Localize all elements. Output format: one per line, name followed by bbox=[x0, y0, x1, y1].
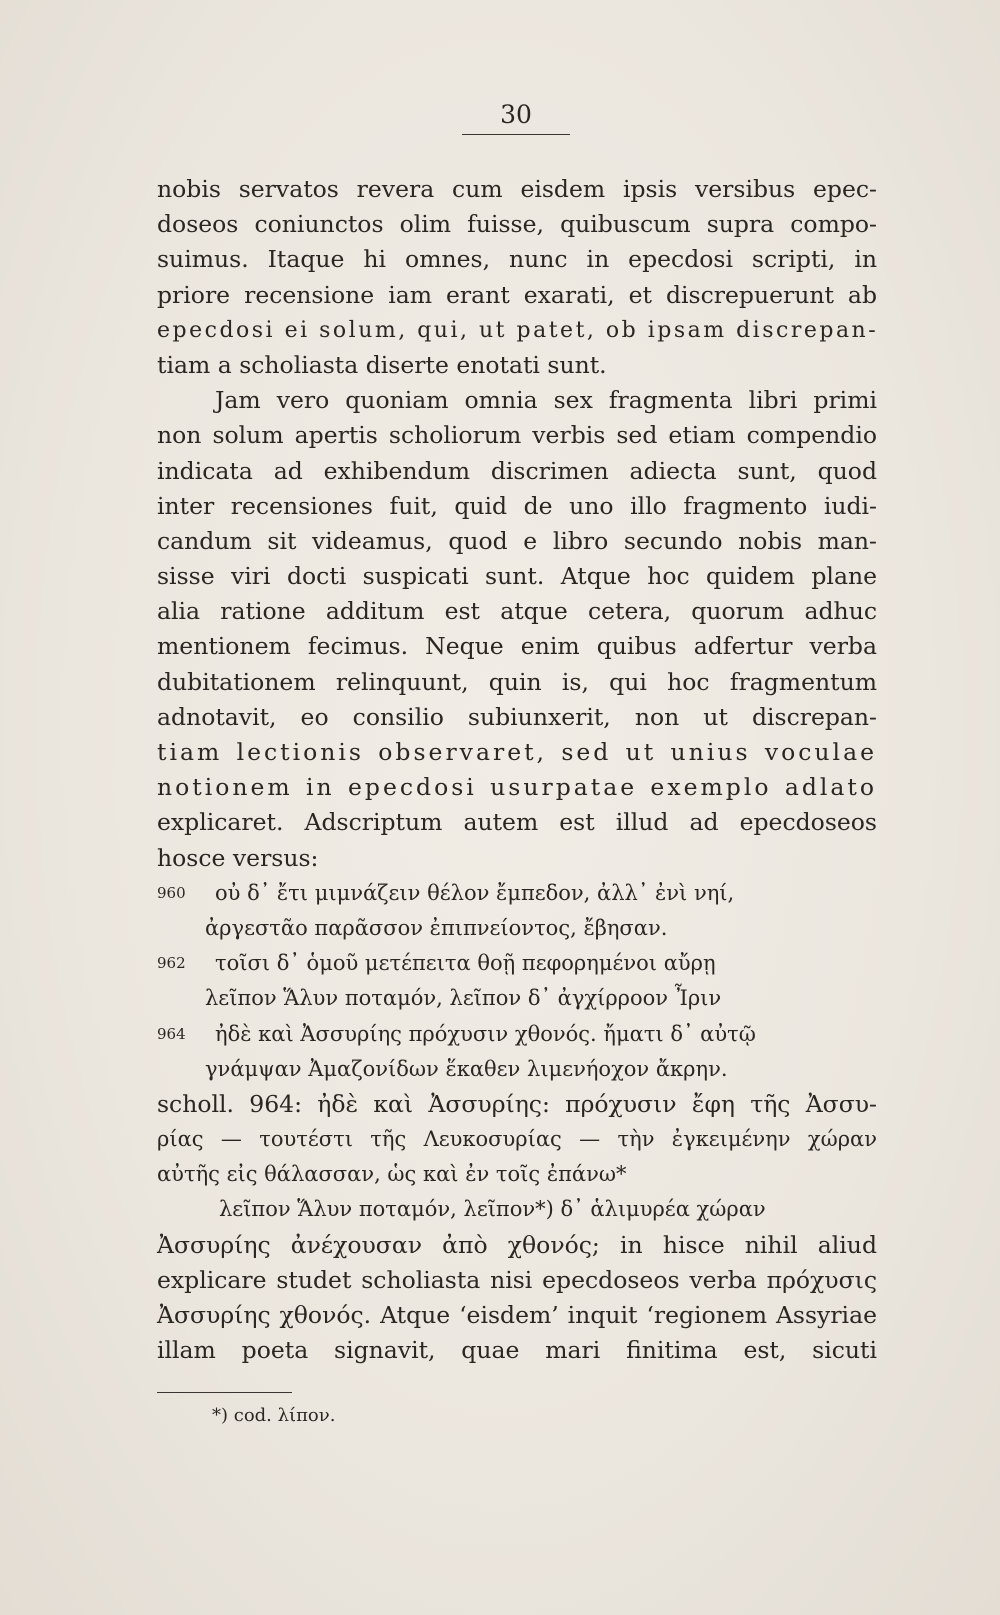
verse-text: ἀργεστᾶο παρᾶσσον ἐπιπνείοντος, ἔβησαν. bbox=[205, 915, 668, 940]
scholia-line: illam poeta signavit, quae mari finitima est, sicuti bbox=[157, 1336, 877, 1365]
text-line: tiam lectionis observaret, sed ut unius voculae bbox=[157, 738, 877, 766]
text-line: dubitationem relinquunt, quin is, qui hoc fragmentum bbox=[157, 667, 877, 696]
scholia-line: ρίας — τουτέστι τῆς Λευκοσυρίας — τὴν ἐγκειμένην χώραν bbox=[157, 1127, 877, 1152]
scholia-line: αὐτῆς εἰς θάλασσαν, ὡς καὶ ἐν τοῖς ἐπάνω* bbox=[157, 1162, 627, 1187]
verse-number: 964 bbox=[157, 1024, 186, 1043]
text-line: nobis servatos revera cum eisdem ipsis versibus epec- bbox=[157, 175, 877, 203]
text-line: tiam a scholiasta diserte enotati sunt. bbox=[157, 350, 607, 379]
text-line: suimus. Itaque hi omnes, nunc in epecdosi scripti, in bbox=[157, 245, 877, 274]
verse-line bbox=[157, 981, 877, 1016]
footnote: *) cod. λίπον. bbox=[212, 1405, 336, 1426]
verse-line bbox=[157, 911, 877, 946]
text-line: priore recensione iam erant exarati, et discrepuerunt ab bbox=[157, 280, 877, 309]
verse-text: ἠδὲ καὶ Ἀσσυρίης πρόχυσιν χθονός. ἤματι δ᾽ αὐτῷ bbox=[215, 1021, 756, 1046]
text-line: sisse viri docti suspicati sunt. Atque hoc quidem plane bbox=[157, 562, 877, 591]
verse-line bbox=[157, 1052, 877, 1087]
verse-number: 962 bbox=[157, 954, 186, 973]
scholia-line: Ἀσσυρίης ἀνέχουσαν ἀπὸ χθονός; in hisce nihil aliud bbox=[157, 1230, 877, 1259]
text-line: hosce versus: bbox=[157, 843, 319, 872]
page-number: 30 bbox=[500, 100, 532, 129]
text-line: indicata ad exhibendum discrimen adiecta sunt, quod bbox=[157, 456, 877, 485]
text-line: non solum apertis scholiorum verbis sed etiam compendio bbox=[157, 421, 877, 450]
footnote-rule bbox=[157, 1392, 292, 1393]
verse-line bbox=[157, 876, 877, 911]
scholia-line: scholl. 964: ἠδὲ καὶ Ἀσσυρίης: πρόχυσιν ἔφη τῆς Ἀσσυ- bbox=[157, 1089, 877, 1118]
page-number-rule bbox=[462, 134, 570, 135]
text-line: Jam vero quoniam omnia sex fragmenta libri primi bbox=[215, 386, 877, 415]
verse-line bbox=[157, 946, 877, 981]
text-line: explicaret. Adscriptum autem est illud ad epecdoseos bbox=[157, 808, 877, 837]
verse-number: 960 bbox=[157, 883, 186, 902]
scholia-line: Ἀσσυρίης χθονός. Atque ‘eisdem’ inquit ‘regionem Assyriae bbox=[157, 1301, 877, 1329]
text-line: doseos coniunctos olim fuisse, quibuscum supra compo- bbox=[157, 210, 877, 239]
body-text bbox=[157, 172, 877, 1368]
text-line: alia ratione additum est atque cetera, quorum adhuc bbox=[157, 597, 877, 626]
text-line: candum sit videamus, quod e libro secundo nobis man- bbox=[157, 526, 877, 555]
verse-text: τοῖσι δ᾽ ὁμοῦ μετέπειτα θοῇ πεφορημένοι αὔρῃ bbox=[215, 951, 716, 976]
verse-text: οὐ δ᾽ ἔτι μιμνάζειν θέλον ἔμπεδον, ἀλλ᾽ ἐνὶ νηί, bbox=[215, 880, 735, 905]
text-line: notionem in epecdosi usurpatae exemplo adlato bbox=[157, 773, 877, 802]
text-line: inter recensiones fuit, quid de uno illo fragmento iudi- bbox=[157, 491, 877, 520]
scholia-line: λεῖπον Ἅλυν ποταμόν, λεῖπον*) δ᾽ ἁλιμυρέα χώραν bbox=[219, 1197, 766, 1222]
text-line: mentionem fecimus. Neque enim quibus adfertur verba bbox=[157, 632, 877, 661]
verse-text: λεῖπον Ἅλυν ποταμόν, λεῖπον δ᾽ ἀγχίρροον Ἶριν bbox=[205, 986, 722, 1011]
text-line: epecdosi ei solum, qui, ut patet, ob ipsam discrepan- bbox=[157, 317, 879, 343]
verse-text: γνάμψαν Ἀμαζονίδων ἕκαθεν λιμενήοχον ἄκρην. bbox=[205, 1056, 728, 1081]
verse-line bbox=[157, 1017, 877, 1052]
scholia-line: explicare studet scholiasta nisi epecdoseos verba πρόχυσις bbox=[157, 1265, 877, 1294]
text-line: adnotavit, eo consilio subiunxerit, non ut discrepan- bbox=[157, 702, 877, 731]
